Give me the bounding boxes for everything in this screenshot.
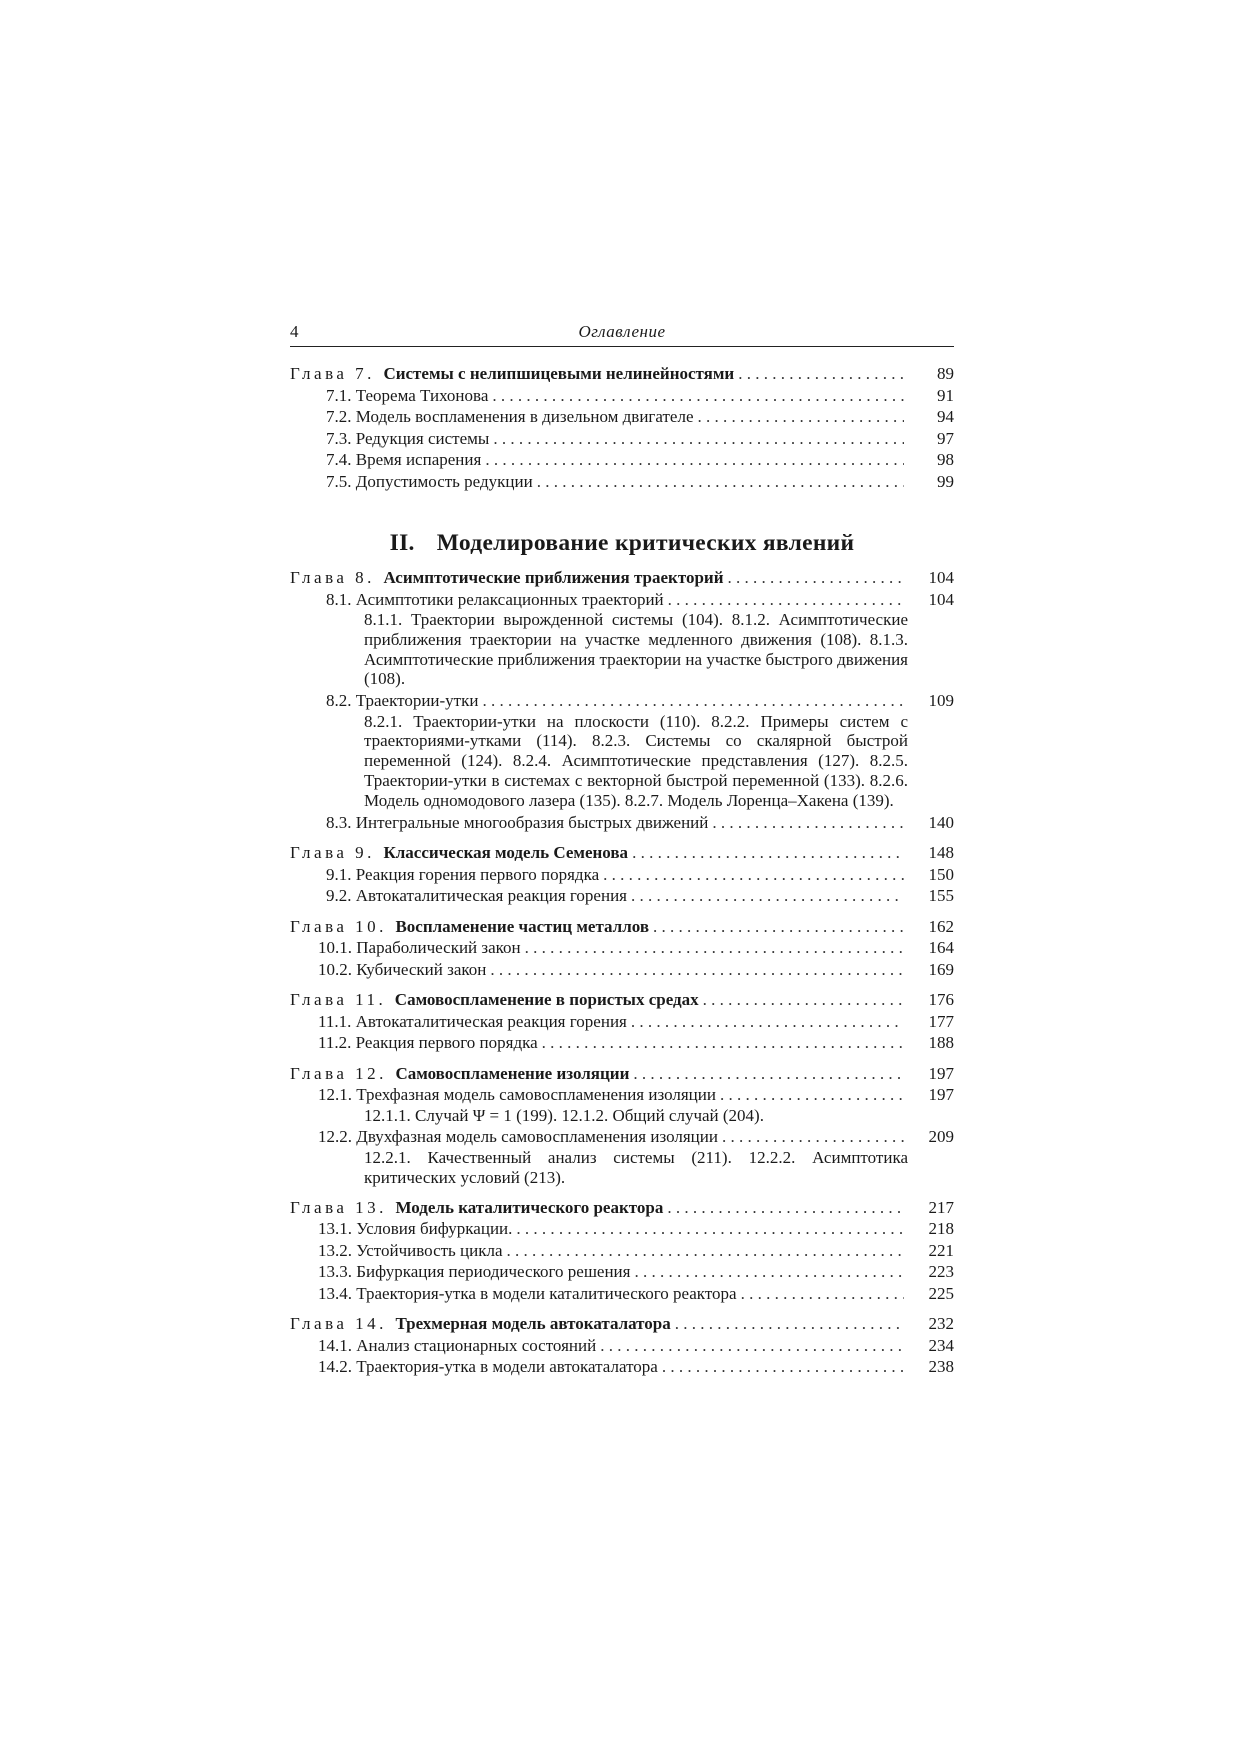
toc-section[interactable] [290, 1218, 954, 1240]
chapter-heading[interactable] [290, 842, 954, 864]
page-ref: 104 [928, 568, 954, 587]
page-ref: 197 [928, 1085, 954, 1105]
toc-section[interactable] [290, 690, 954, 712]
running-header [290, 318, 954, 347]
chapter-heading[interactable] [290, 1197, 954, 1219]
dot-leader [507, 1240, 904, 1262]
chapter-heading[interactable] [290, 1063, 954, 1085]
chapter-prefix: Глава 11. [290, 990, 387, 1010]
toc-section[interactable] [290, 1011, 954, 1033]
toc-section[interactable] [290, 1126, 954, 1148]
page-ref: 104 [928, 589, 954, 609]
dot-leader [675, 1313, 904, 1335]
chapter-title: Трехмерная модель автокаталатора [395, 1314, 671, 1334]
section-label: 8.1. Асимптотики релаксационных траекторий [326, 589, 664, 609]
part-title: Моделирование критических явлений [436, 530, 855, 556]
section-label: 14.2. Траектория-утка в модели автокаталатора [318, 1357, 658, 1377]
page-ref: 232 [928, 1314, 954, 1334]
page-ref: 176 [928, 990, 954, 1010]
page-ref: 97 [937, 428, 954, 448]
chapter-prefix: Глава 7. [290, 364, 375, 383]
chapter-prefix: Глава 9. [290, 843, 375, 863]
part-numeral: II. [389, 530, 415, 556]
section-label: 8.2. Траектории-утки [326, 691, 479, 711]
page-ref: 238 [928, 1357, 954, 1377]
page-ref: 217 [928, 1197, 954, 1217]
running-title: Оглавление [578, 322, 666, 341]
toc-section[interactable] [290, 1084, 954, 1106]
chapter-7 [290, 363, 954, 492]
section-label: 12.1. Трехфазная модель самовоспламенения изоляции [318, 1085, 716, 1105]
section-label: 7.4. Время испарения [326, 450, 482, 469]
page-ref: 150 [928, 864, 954, 884]
page-ref: 162 [928, 916, 954, 936]
toc-section[interactable] [290, 812, 954, 834]
chapter-9 [290, 842, 954, 907]
chapter-heading[interactable] [290, 567, 954, 589]
section-label: 14.1. Анализ стационарных состояний [318, 1335, 597, 1355]
chapter-10 [290, 916, 954, 981]
chapter-title: Модель каталитического реактора [395, 1197, 664, 1217]
page-ref: 188 [928, 1033, 954, 1053]
chapter-title: Системы с нелипшицевыми нелинейностями [383, 364, 735, 383]
chapter-8 [290, 567, 954, 833]
page-ref: 177 [928, 1011, 954, 1031]
toc-section[interactable] [290, 937, 954, 959]
chapter-title: Самовоспламенение в пористых средах [394, 990, 699, 1010]
toc-section[interactable] [290, 1240, 954, 1262]
dot-leader [542, 1032, 904, 1054]
dot-leader [537, 471, 904, 493]
chapter-prefix: Глава 10. [290, 916, 387, 936]
dot-leader [728, 567, 905, 589]
page-ref: 140 [928, 812, 954, 832]
dot-leader [667, 1197, 904, 1219]
dot-leader [662, 1356, 904, 1378]
toc-section[interactable] [290, 589, 954, 611]
dot-leader [722, 1126, 904, 1148]
page-ref: 209 [928, 1127, 954, 1147]
dot-leader [712, 812, 904, 834]
toc-section[interactable] [290, 959, 954, 981]
toc-section[interactable] [290, 449, 954, 471]
chapter-heading[interactable] [290, 989, 954, 1011]
toc-section[interactable] [290, 864, 954, 886]
section-label: 7.2. Модель воспламенения в дизельном двигателе [326, 407, 694, 426]
page-ref: 169 [928, 959, 954, 979]
section-label: 10.1. Параболический закон [318, 938, 521, 958]
page-ref: 225 [928, 1283, 954, 1303]
section-label: 7.1. Теорема Тихонова [326, 385, 489, 405]
dot-leader [703, 989, 904, 1011]
toc-section[interactable] [290, 1283, 954, 1305]
dot-leader [634, 1261, 904, 1283]
page-ref: 94 [937, 407, 954, 426]
part-heading [290, 530, 954, 557]
dot-leader [493, 428, 904, 450]
dot-leader [482, 690, 904, 712]
section-label: 12.2. Двухфазная модель самовоспламенения изоляции [318, 1127, 718, 1147]
toc-section[interactable] [290, 471, 954, 493]
section-label: 9.2. Автокаталитическая реакция горения [326, 886, 627, 906]
dot-leader [492, 385, 904, 407]
page-ref: 148 [928, 843, 954, 863]
toc-section[interactable] [290, 885, 954, 907]
dot-leader [720, 1084, 904, 1106]
section-label: 13.2. Устойчивость цикла [318, 1240, 503, 1260]
section-label: 11.1. Автокаталитическая реакция горения [318, 1011, 627, 1031]
dot-leader [516, 1218, 904, 1240]
chapter-prefix: Глава 13. [290, 1197, 387, 1217]
chapter-prefix: Глава 8. [290, 568, 375, 587]
chapter-13 [290, 1197, 954, 1305]
dot-leader [631, 885, 904, 907]
dot-leader [485, 449, 904, 471]
dot-leader [632, 842, 904, 864]
section-label: 13.4. Траектория-утка в модели каталитического реактора [318, 1283, 737, 1303]
toc-page [290, 318, 954, 1378]
subsection-list: 8.1.1. Траектории вырожденной системы (104). 8.1.2. Асимптотические приближения траектории на участке медленного движения (108). 8.1.3. Асимптотические приближения траектории на участке быстрого движения (108). [364, 610, 908, 689]
subsection-list: 12.2.1. Качественный анализ системы (211). 12.2.2. Асимптотика критических условий (213). [364, 1147, 908, 1187]
dot-leader [668, 589, 904, 611]
chapter-heading[interactable] [290, 916, 954, 938]
chapter-title: Асимптотические приближения траекторий [383, 568, 724, 587]
dot-leader [741, 1283, 904, 1305]
page-ref: 218 [928, 1219, 954, 1239]
page-ref: 155 [928, 886, 954, 906]
section-label: 13.1. Условия бифуркации. [318, 1219, 513, 1239]
toc-section[interactable] [290, 406, 954, 428]
dot-leader [633, 1063, 904, 1085]
dot-leader [631, 1011, 904, 1033]
chapter-heading[interactable] [290, 1313, 954, 1335]
toc-section[interactable] [290, 1261, 954, 1283]
section-label: 9.1. Реакция горения первого порядка [326, 864, 600, 884]
page-ref: 91 [937, 385, 954, 405]
dot-leader [600, 1335, 904, 1357]
chapter-heading[interactable] [290, 363, 954, 385]
dot-leader [653, 916, 904, 938]
dot-leader [490, 959, 904, 981]
subsection-list: 8.2.1. Траектории-утки на плоскости (110). 8.2.2. Примеры систем с траекториями-утками (114). 8.2.3. Системы со скалярной быстрой переменной (124). 8.2.4. Асимптотические представления (127). 8.2.5. Траектории-утки в системах с векторной быстрой переменной (133). 8.2.6. Модель одномодового лазера (135). 8.2.7. Модель Лоренца–Хакена (139). [364, 711, 908, 810]
toc-section[interactable] [290, 428, 954, 450]
toc-section[interactable] [290, 1356, 954, 1378]
page-ref: 234 [928, 1335, 954, 1355]
page-ref: 223 [928, 1262, 954, 1282]
dot-leader [738, 363, 904, 385]
section-label: 7.3. Редукция системы [326, 428, 490, 448]
dot-leader [603, 864, 904, 886]
chapter-12 [290, 1063, 954, 1188]
toc-section[interactable] [290, 385, 954, 407]
dot-leader [698, 406, 904, 428]
page-number: 4 [290, 322, 299, 341]
page-ref: 221 [928, 1240, 954, 1260]
page-ref: 197 [928, 1063, 954, 1083]
subsection-list: 12.1.1. Случай Ψ = 1 (199). 12.1.2. Общий случай (204). [364, 1105, 764, 1125]
toc-section[interactable] [290, 1032, 954, 1054]
section-label: 7.5. Допустимость редукции [326, 471, 533, 491]
chapter-14 [290, 1313, 954, 1378]
section-label: 8.3. Интегральные многообразия быстрых движений [326, 812, 709, 832]
page-ref: 164 [928, 938, 954, 958]
chapter-title: Воспламенение частиц металлов [395, 916, 649, 936]
section-label: 11.2. Реакция первого порядка [318, 1033, 538, 1053]
chapter-prefix: Глава 12. [290, 1063, 387, 1083]
chapter-11 [290, 989, 954, 1054]
page-ref: 109 [928, 691, 954, 711]
page-ref: 99 [937, 471, 954, 491]
dot-leader [525, 937, 904, 959]
page-ref: 89 [937, 364, 954, 383]
toc-section[interactable] [290, 1335, 954, 1357]
chapter-title: Классическая модель Семенова [383, 843, 629, 863]
chapter-title: Самовоспламенение изоляции [395, 1063, 630, 1083]
section-label: 10.2. Кубический закон [318, 959, 487, 979]
page-ref: 98 [937, 450, 954, 469]
chapter-prefix: Глава 14. [290, 1314, 387, 1334]
section-label: 13.3. Бифуркация периодического решения [318, 1262, 631, 1282]
